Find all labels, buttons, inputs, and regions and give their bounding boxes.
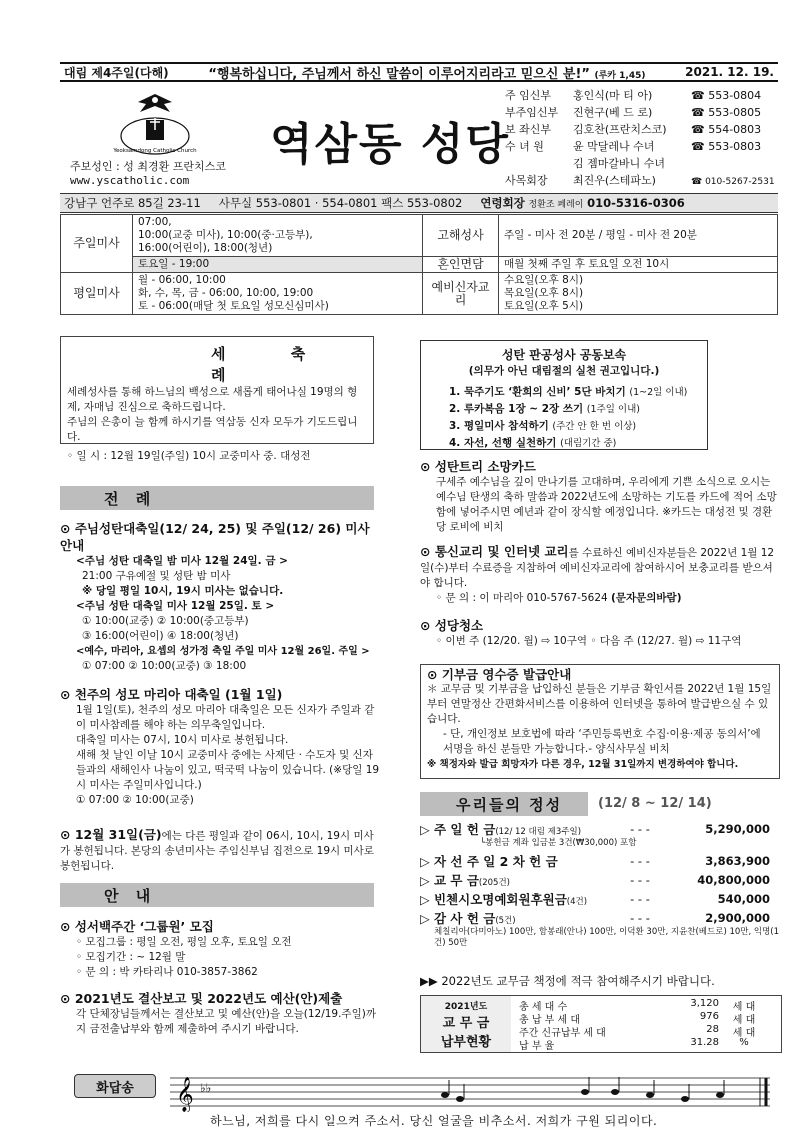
dues-row: 총 납 부 세 대 976 세 대	[519, 1011, 756, 1026]
advent-item: 3. 평일미사 참석하기 (주간 안 한 번 이상)	[449, 420, 637, 432]
staff-row: 보 좌신부 김호찬(프란치스코) ☎ 554-0803	[505, 123, 762, 136]
bible-study-notice: ⊙ 성서백주간 ‘그룹원’ 모집 ◦ 모집그룹 : 평일 오전, 평일 오후, 토요일 오전 ◦ 모집기간 : ~ 12월 말 ◦ 문 의 : 박 카타리나 010-3857-3862	[60, 919, 292, 978]
marriage-label: 혼인면담	[423, 257, 499, 273]
phone-number: ☎ 553-0805	[691, 106, 762, 119]
staff-row: 주 임신부 홍인식(마 티 아) ☎ 553-0804	[505, 89, 762, 102]
offering-row: ▷ 감 사 헌 금(5건) - - - 2,900,000	[420, 910, 770, 926]
svg-text:Yeoksamdong Catholic Church: Yeoksamdong Catholic Church	[113, 148, 197, 154]
top-bar	[60, 62, 778, 82]
weekday-mass-times: 월 - 06:00, 10:00 화, 수, 목, 금 - 06:00, 10:00, 19:00 토 - 06:00(매달 첫 토요일 성모신심미사)	[133, 273, 423, 315]
psalm-lyric: 하느님, 저희를 다시 일으켜 주소서. 당신 얼굴을 비추소서. 저희가 구원 되리이다.	[210, 1114, 658, 1128]
website-link[interactable]: www.yscatholic.com	[70, 174, 190, 187]
advent-list	[449, 384, 707, 452]
offering-row: ▷ 자 선 주 일 2 차 헌 금 - - - 3,863,900	[420, 853, 770, 869]
funeral-contact: 연령회장 정환조 페레이 010-5316-0306	[480, 196, 685, 210]
catechism-notice: ⊙ 통신교리 및 인터넷 교리를 수료하신 예비신자분들은 2022년 1월 12일(수)부터 수료증을 지참하여 예비신자교리에 참여하시어 보충교리를 받으셔야 합니다. ◦ 문 의 : 이 마리아 010-5767-5624 (문자문의바람)	[420, 544, 775, 604]
dec31-notice: ⊙ 12월 31일(금)에는 다른 평일과 같이 06시, 10시, 19시 미사가 봉헌됩니다. 본당의 송년미사는 주임신부님 집전으로 19시 미사로 봉헌됩니다.	[60, 827, 374, 872]
dues-row: 총 세 대 수 3,120 세 대	[519, 998, 756, 1013]
advent-subtitle: (의무가 아닌 대림절의 실천 권고입니다.)	[468, 365, 660, 377]
dues-row: 납 부 율 31.28 %	[519, 1037, 749, 1052]
phone-number: ☎ 553-0804	[691, 89, 762, 102]
baptism-text: 세례성사를 통해 하느님의 백성으로 새롭게 태어나실 19명의 형제, 자매님 진심으로 축하드립니다. 주님의 은총이 늘 함께 하시기를 역삼동 신자 모두가 기도드립니다. ◦ 일 시 : 12월 19일(주일) 10시 교중미사 중. 대성전	[67, 386, 358, 462]
advent-item: 2. 루카복음 1장 ~ 2장 쓰기 (1주일 이내)	[449, 403, 640, 415]
svg-text:♭♭: ♭♭	[200, 1081, 212, 1095]
patron-saint: 주보성인 : 성 최경환 프란치스코	[70, 160, 226, 173]
baptism-box	[60, 336, 374, 462]
liturgy-section-header: 전 례	[60, 486, 374, 510]
confession-label: 고해성사	[423, 215, 499, 257]
offering-section-header: 우리들의 정성	[420, 792, 588, 816]
advent-item: 1. 묵주기도 ‘환희의 신비’ 5단 바치기 (1~2일 이내)	[449, 386, 688, 398]
weekday-mass-label: 평일미사	[61, 273, 133, 315]
responsorial-psalm	[60, 1068, 778, 1126]
cleaning-notice: ⊙ 성당청소 ◦ 이번 주 (12/20. 월) ⇨ 10구역 ◦ 다음 주 (12/27. 월) ⇨ 11구역	[420, 618, 742, 647]
liturgical-week: 대림 제4주일(다해)	[64, 65, 169, 80]
address-bar	[60, 193, 778, 213]
staff-row: 부주임신부 진현구(베 드 로) ☎ 553-0805	[505, 106, 762, 119]
offering-period: (12/ 8 ~ 12/ 14)	[598, 796, 712, 811]
mass-schedule-table	[60, 214, 778, 315]
parish-title: 역삼동 성당	[270, 119, 510, 170]
svg-text:𝄞: 𝄞	[176, 1077, 194, 1112]
parish-address: 강남구 언주로 85길 23-11	[64, 196, 201, 210]
parish-logo-icon	[110, 88, 200, 158]
offering-sub: └봉헌금 계좌 입금분 3건(₩30,000) 포함	[480, 838, 637, 848]
advent-item: 4. 자선, 선행 실천하기 (대림기간 중)	[449, 437, 617, 449]
christmas-card-notice: ⊙ 성탄트리 소망카드 구세주 예수님을 깊이 만나기를 고대하며, 우리에게 기쁜 소식으로 오시는 예수님 탄생의 축하 말씀과 2022년도에 소망하는 기도를 카드에 적어 소망함에 넣어주시면 예년과 같이 장식할 예정입니다. ※카드는 대성전 및 경환당 로비에 비치	[420, 459, 777, 533]
header-quote: “행복하십니다, 주님께서 하신 말씀이 이루어지리라고 믿으신 분!” (루카 1,45)	[208, 66, 646, 82]
saturday-eve-mass: 토요일 - 19:00	[133, 257, 423, 273]
bulletin-date: 2021. 12. 19.	[685, 65, 774, 79]
offering-row: ▷ 교 무 금(205건) - - - 40,800,000	[420, 872, 770, 888]
offering-list	[420, 797, 780, 951]
offering-sub: 체칠리아(다미아노) 100만, 함봉래(안나) 100만, 이덕환 30만, 지윤찬(베드로) 10만, 익명(1건) 50만	[434, 927, 780, 948]
notice-section-header: 안 내	[60, 883, 374, 907]
phone-number: ☎ 553-0803	[691, 140, 762, 153]
phone-number: ☎ 554-0803	[691, 123, 762, 136]
staff-row: 수 녀 원 윤 막달레나 수녀 ☎ 553-0803	[505, 140, 762, 153]
dues-status-label: 2021년도 교 무 금 납부현황	[421, 996, 511, 1052]
staff-row: 사목회장 최진우(스테파노) ☎ 010-5267-2531	[505, 174, 775, 187]
donation-receipt-box: ⊙ 기부금 영수증 발급안내 ＊ 교무금 및 기부금을 납입하신 분들은 기부금 확인서를 2022년 1월 15일부터 연말정산 간편화서비스를 이용하여 인터넷을 통하여 발급받으실 수 있습니다. - 단, 개인정보 보호법에 따라 ‘주민등록번호 수집·이용·제공 동의서’에 서명을 하신 분들만 가능합니다.- 양식사무실 비치 ※ 책정자와 발급 희망자가 다른 경우, 12월 31일까지 변경하여야 합니다.	[420, 664, 780, 779]
sunday-mass-label: 주일미사	[61, 215, 133, 273]
marriage-times: 매월 첫째 주일 후 토요일 오전 10시	[499, 257, 778, 273]
dues-rows	[519, 998, 777, 1050]
sunday-mass-times: 07:00, 10:00(교중 미사), 10:00(중·고등부), 16:00(어린이), 18:00(청년)	[133, 215, 423, 257]
catechism-label: 예비신자교리	[423, 273, 499, 315]
dues-status-box	[420, 995, 782, 1053]
advent-penance-box	[420, 340, 708, 450]
confession-times: 주일 - 미사 전 20분 / 평일 - 미사 전 20분	[499, 215, 778, 257]
advent-title: 성탄 판공성사 공동보속	[501, 348, 627, 362]
psalm-label: 화답송	[74, 1074, 156, 1098]
dues-row: 주간 신규납부 세 대 28 세 대	[519, 1024, 756, 1039]
offering-row: ▷ 빈첸시오명예회원후원금(4건) - - - 540,000	[420, 891, 770, 907]
christmas-mass-notice: ⊙ 주님성탄대축일(12/ 24, 25) 및 주일(12/ 26) 미사 안내 <주님 성탄 대축일 밤 미사 12월 24일. 금 > 21:00 구유예절 및 성탄 밤 미사 ※ 당일 평일 10시, 19시 미사는 없습니다. <주님 성탄 대축일 미사 12월 25일. 토 > ① 10:00(교중) ② 10:00(중고등부) ③ 16:00(어린이) ④ 18:00(청년) <예수, 마리아, 요셉의 성가정 축일 주일 미사 12월 26일. 주일 > ① 07:00 ② 10:00(교중) ③ 18:00	[60, 521, 370, 672]
budget-notice: ⊙ 2021년도 결산보고 및 2022년도 예산(안)제출 각 단체장님들께서는 결산보고 및 예산(안)을 오늘(12/19.주일)까지 금전출납부와 함께 제출하여 주시기 바랍니다.	[60, 991, 376, 1035]
phone-number: ☎ 010-5267-2531	[691, 177, 775, 187]
baptism-title: 세 축 례	[211, 345, 336, 384]
mary-solemnity-notice: ⊙ 천주의 성모 마리아 대축일 (1월 1일) 1월 1일(토), 천주의 성모 마리아 대축일은 모든 신자가 주일과 같이 미사참례를 해야 하는 의무축일입니다. 대축일 미사는 07시, 10시 미사로 봉헌됩니다. 새해 첫 날인 이날 10시 교중미사 중에는 사제단 · 수도자 및 신자들과의 새해인사 나눔이 있고, 떡국떡 나눔이 있습니다. (※당일 19시 미사는 주일미사입니다.) ① 07:00 ② 10:00(교중)	[60, 687, 380, 806]
offering-row: ▷ 주 일 헌 금(12/ 12 대림 제3주일) - - - 5,290,000	[420, 821, 770, 837]
office-phone: 사무실 553-0801 · 554-0801 팩스 553-0802	[218, 196, 463, 210]
staff-list	[505, 87, 795, 191]
music-staff-icon	[170, 1070, 774, 1112]
staff-row: 김 젬마갈바니 수녀	[573, 157, 666, 170]
catechism-times: 수요일(오후 8시) 목요일(오후 8시) 토요일(오후 5시)	[499, 273, 778, 315]
dues-notice: ▶▶ 2022년도 교무금 책정에 적극 참여해주시기 바랍니다.	[420, 974, 715, 988]
